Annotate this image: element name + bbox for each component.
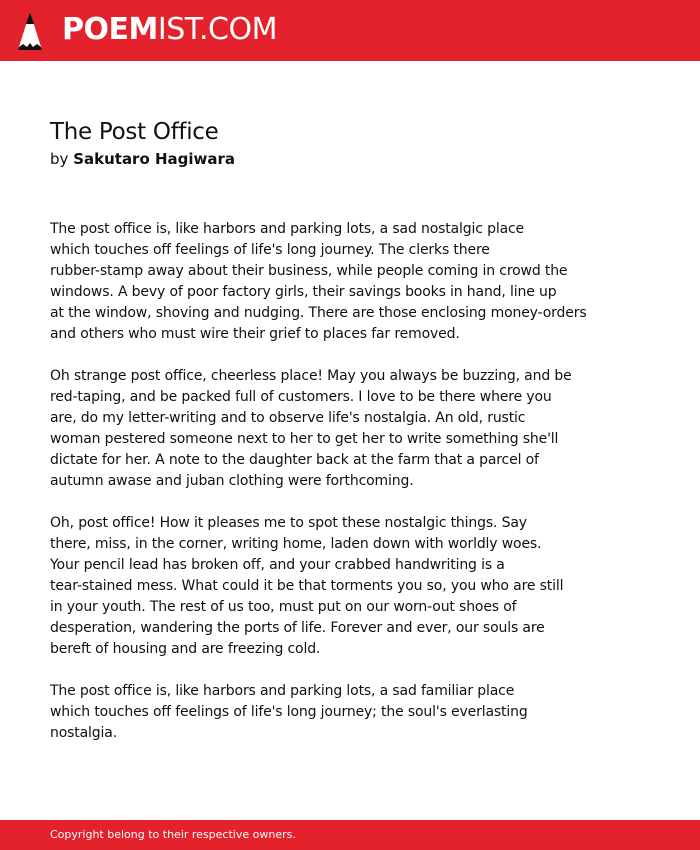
stanza <box>50 681 650 744</box>
stanza <box>50 513 650 660</box>
author-name: Sakutaro Hagiwara <box>73 150 236 168</box>
poem-line: are, do my letter-writing and to observe life's nostalgia. An old, rustic <box>50 410 526 426</box>
poem-line: dictate for her. A note to the daughter back at the farm that a parcel of <box>50 452 539 468</box>
brand-bold: POEM <box>62 12 158 47</box>
site-logo-text[interactable] <box>62 12 277 48</box>
pencil-tip-icon[interactable] <box>17 10 43 52</box>
brand-light: IST.COM <box>157 12 277 47</box>
poem-line: red-taping, and be packed full of customers. I love to be there where you <box>50 389 552 405</box>
byline <box>50 149 235 169</box>
poem-line: rubber-stamp away about their business, while people coming in crowd the <box>50 263 568 279</box>
poem-line: at the window, shoving and nudging. There are those enclosing money-orders <box>50 305 587 321</box>
poem-line: desperation, wandering the ports of life. Forever and ever, our souls are <box>50 620 545 636</box>
page-title: The Post Office <box>50 119 219 145</box>
poem-line: and others who must wire their grief to places far removed. <box>50 326 460 342</box>
poem-line: Oh, post office! How it pleases me to spot these nostalgic things. Say <box>50 515 527 531</box>
stanza <box>50 219 650 345</box>
poem-line: autumn awase and juban clothing were forthcoming. <box>50 473 414 489</box>
site-footer <box>0 820 700 850</box>
poem-line: which touches off feelings of life's long journey. The clerks there <box>50 242 490 258</box>
site-header <box>0 0 700 61</box>
poem-line: Oh strange post office, cheerless place! May you always be buzzing, and be <box>50 368 572 384</box>
poem-line: Your pencil lead has broken off, and your crabbed handwriting is a <box>50 557 505 573</box>
poem-body <box>50 219 650 765</box>
poem-line: nostalgia. <box>50 725 117 741</box>
poem-line: windows. A bevy of poor factory girls, their savings books in hand, line up <box>50 284 557 300</box>
poem-line: bereft of housing and are freezing cold. <box>50 641 321 657</box>
poem-line: tear-stained mess. What could it be that torments you so, you who are still <box>50 578 564 594</box>
poem-line: woman pestered someone next to her to get her to write something she'll <box>50 431 559 447</box>
poem-line: there, miss, in the corner, writing home, laden down with worldly woes. <box>50 536 542 552</box>
copyright-notice: Copyright belong to their respective owners. <box>50 828 296 841</box>
poem-line: The post office is, like harbors and parking lots, a sad familiar place <box>50 683 515 699</box>
poem-line: which touches off feelings of life's long journey; the soul's everlasting <box>50 704 528 720</box>
stanza <box>50 366 650 492</box>
by-label: by <box>50 150 69 168</box>
poem-line: in your youth. The rest of us too, must put on our worn-out shoes of <box>50 599 517 615</box>
poem-line: The post office is, like harbors and parking lots, a sad nostalgic place <box>50 221 525 237</box>
